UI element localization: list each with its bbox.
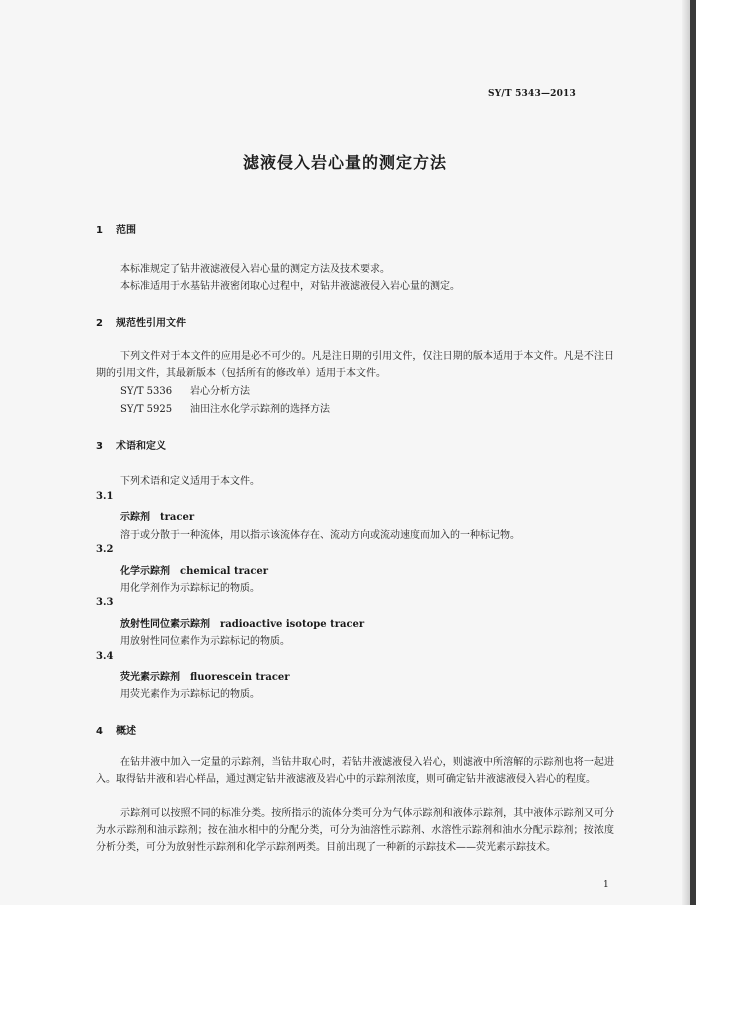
term-name-en: tracer <box>160 512 195 523</box>
term-name-en: radioactive isotope tracer <box>220 619 365 630</box>
section-1-line: 本标准规定了钻井液滤液侵入岩心量的测定方法及技术要求。 <box>120 264 390 275</box>
binding-shadow <box>682 0 690 905</box>
term-definition: 用化学剂作为示踪标记的物质。 <box>120 583 260 594</box>
section-2-heading <box>96 314 186 329</box>
term-definition: 用放射性同位素作为示踪标记的物质。 <box>120 636 290 647</box>
section-number: 4 <box>96 726 103 737</box>
document-title: 滤液侵入岩心量的测定方法 <box>242 153 447 172</box>
term-number: 3.4 <box>96 651 114 662</box>
term-definition: 用荧光素作为示踪标记的物质。 <box>120 689 260 700</box>
reference-code: SY/T 5336 <box>120 386 173 397</box>
term-name-zh: 荧光素示踪剂 <box>120 672 180 683</box>
term-heading <box>120 615 364 630</box>
section-title: 概述 <box>116 726 136 737</box>
term-name-zh: 化学示踪剂 <box>120 566 170 577</box>
page-number: 1 <box>603 880 609 890</box>
section-1-heading <box>96 221 136 236</box>
term-heading <box>120 562 268 577</box>
term-definition: 溶于或分散于一种流体，用以指示该流体存在、流动方向或流动速度而加入的一种标记物。 <box>120 530 520 541</box>
section-title: 规范性引用文件 <box>116 318 186 329</box>
term-number: 3.2 <box>96 544 114 555</box>
term-heading <box>120 508 194 523</box>
section-number: 3 <box>96 441 103 452</box>
reference-code: SY/T 5925 <box>120 404 173 415</box>
section-number: 2 <box>96 318 103 329</box>
scan-margin <box>0 905 690 1024</box>
reference-item <box>120 400 330 415</box>
term-name-en: fluorescein tracer <box>190 672 290 683</box>
standard-code: SY/T 5343—2013 <box>488 89 576 99</box>
reference-name: 油田注水化学示踪剂的选择方法 <box>190 404 330 415</box>
section-3-heading <box>96 437 166 452</box>
term-heading <box>120 668 290 683</box>
binding-edge <box>690 0 696 905</box>
section-1-line: 本标准适用于水基钻井液密闭取心过程中，对钻井液滤液侵入岩心量的测定。 <box>120 281 460 292</box>
reference-name: 岩心分析方法 <box>190 386 250 397</box>
section-number: 1 <box>96 225 103 236</box>
section-3-intro: 下列术语和定义适用于本文件。 <box>120 476 260 487</box>
section-4-heading <box>96 722 136 737</box>
section-4-paragraph-2: 示踪剂可以按照不同的标准分类。按所指示的流体分类可分为气体示踪剂和液体示踪剂，其中液体示踪剂又可分为水示踪剂和油示踪剂；按在油水相中的分配分类，可分为油溶性示踪剂、水溶性示踪剂和油水分配示踪剂；按浓度分析分类，可分为放射性示踪剂和化学示踪剂两类。目前出现了一种新的示踪技术——荧光素示踪技术。 <box>96 808 614 853</box>
term-number: 3.3 <box>96 597 114 608</box>
reference-item <box>120 382 250 397</box>
section-title: 术语和定义 <box>116 441 166 452</box>
section-title: 范围 <box>116 225 136 236</box>
section-2-paragraph: 下列文件对于本文件的应用是必不可少的。凡是注日期的引用文件，仅注日期的版本适用于本文件。凡是不注日期的引用文件，其最新版本（包括所有的修改单）适用于本文件。 <box>96 351 614 379</box>
term-name-en: chemical tracer <box>180 566 269 577</box>
term-name-zh: 示踪剂 <box>120 512 150 523</box>
term-number: 3.1 <box>96 491 114 502</box>
section-4-paragraph-1: 在钻井液中加入一定量的示踪剂，当钻井取心时，若钻井液滤液侵入岩心，则滤液中所溶解的示踪剂也将一起进入。取得钻井液和岩心样品，通过测定钻井液滤液及岩心中的示踪剂浓度，则可确定钻井液滤液侵入岩心的程度。 <box>96 757 614 785</box>
term-name-zh: 放射性同位素示踪剂 <box>120 619 210 630</box>
